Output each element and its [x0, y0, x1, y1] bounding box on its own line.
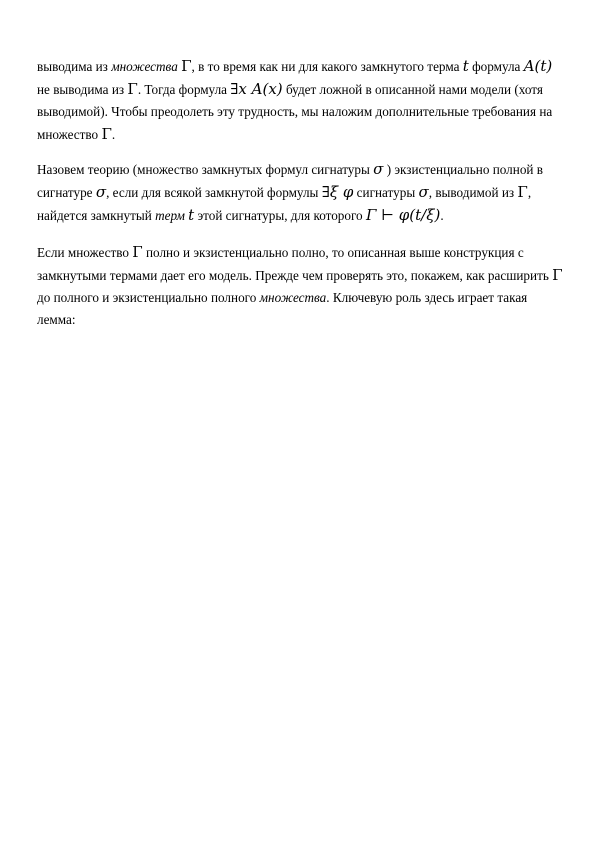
text: . Ключевую роль здесь играет такая лемма:: [37, 290, 528, 327]
text: формула: [468, 59, 524, 74]
math-gamma: Γ: [181, 57, 192, 75]
text: до полного и экзистенциально полного: [37, 290, 260, 305]
emphasis: множества: [259, 290, 327, 305]
paragraph-3: [37, 241, 565, 331]
math-exists-x-a-of-x: ∃x A(x): [230, 80, 283, 98]
math-gamma: Γ: [101, 125, 112, 143]
text: . Тогда формула: [137, 82, 231, 97]
text: , найдется замкнутый: [37, 185, 532, 223]
math-sigma: σ: [373, 160, 384, 178]
emphasis: терм: [155, 208, 185, 223]
emphasis: множества: [111, 59, 178, 74]
math-a-of-t: A(t): [523, 57, 553, 75]
paragraph-2: [37, 158, 565, 227]
text: выводима из: [37, 59, 112, 74]
math-gamma: Γ: [517, 183, 528, 201]
math-exists-xi-phi: ∃ξ φ: [321, 183, 354, 201]
text: этой сигнатуры, для которого: [194, 208, 366, 223]
math-sigma: σ: [418, 183, 429, 201]
text: , выводимой из: [428, 185, 518, 200]
math-gamma: Γ: [127, 80, 138, 98]
math-gamma: Γ: [132, 243, 143, 261]
text: Назовем теорию (множество замкнутых формул сигнатуры: [37, 162, 374, 177]
text: ) экзистенциально полной в сигнатуре: [37, 162, 543, 200]
text: не выводима из: [37, 82, 128, 97]
text: Если множество: [37, 245, 133, 260]
text: полно и экзистенциально полно, то описанная выше конструкция с замкнутыми термами дает его модель. Прежде чем проверять это, покажем, как расширить: [37, 245, 553, 283]
text: сигнатуры: [353, 185, 419, 200]
math-t: t: [462, 57, 469, 75]
text: , в то время как ни для какого замкнутого терма: [191, 59, 463, 74]
math-t: t: [188, 206, 195, 224]
document-body: [37, 55, 565, 345]
paragraph-1: [37, 55, 565, 146]
text: будет ложной в описанной нами модели (хотя выводимой). Чтобы преодолеть эту трудность, мы наложим дополнительные требования на множество: [37, 82, 553, 142]
text: .: [440, 208, 444, 223]
math-gamma-proves-phi: Γ ⊢ φ(t/ξ): [365, 206, 441, 224]
text: , если для всякой замкнутой формулы: [106, 185, 322, 200]
math-gamma: Γ: [552, 266, 563, 284]
math-sigma: σ: [95, 183, 107, 201]
text: .: [111, 127, 116, 142]
